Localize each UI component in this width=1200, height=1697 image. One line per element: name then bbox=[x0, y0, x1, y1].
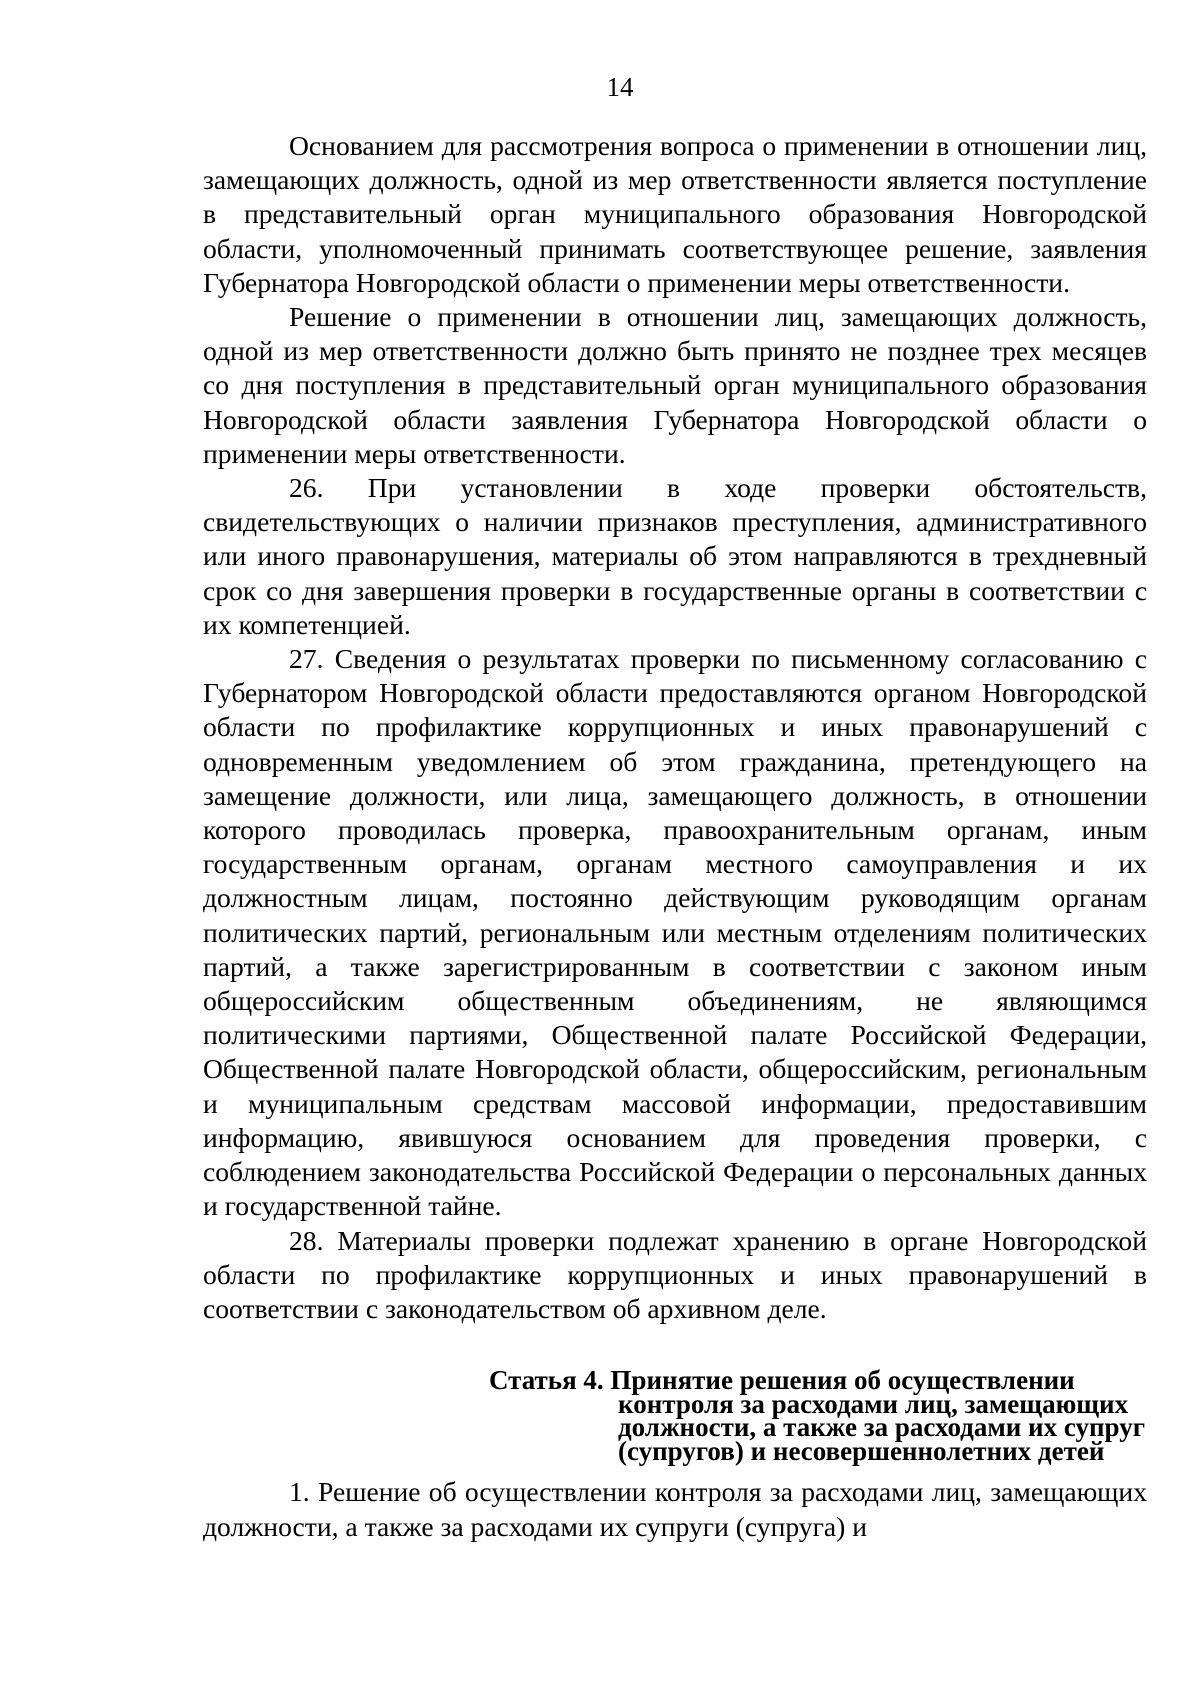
paragraph-item-27: 27. Сведения о результатах проверки по письменному согласованию с Губернатором Новгородской области предоставляются органом Новгородской области по профилактике коррупционных и иных правонарушений с одновременным уведомлением об этом гражданина, претендующего на замещение должности, или лица, замещающего должность, в отношении которого проводилась проверка, правоохранительным органам, иным государственным органам, органам местного самоуправления и их должностным лицам, постоянно действующим руководящим органам политических партий, региональным или местным отделениям политических партий, а также зарегистрированным в соответствии с законом иным общероссийским общественным объединениям, не являющимся политическими партиями, Общественной палате Российской Федерации, Общественной палате Новгородской области, общероссийским, региональным и муниципальным средствам массовой информации, предоставившим информацию, явившуюся основанием для проведения проверки, с соблюдением законодательства Российской Федерации о персональных данных и государственной тайне. bbox=[203, 643, 1147, 1222]
paragraph-decision-deadline: Решение о применении в отношении лиц, замещающих должность, одной из мер ответственности должно быть принято не позднее трех месяцев со дня поступления в представительный орган муниципального образования Новгородской области заявления Губернатора Новгородской области о применении меры ответственности. bbox=[203, 301, 1147, 469]
paragraph-item-26: 26. При установлении в ходе проверки обстоятельств, свидетельствующих о наличии признаков преступления, административного или иного правонарушения, материалы об этом направляются в трехдневный срок со дня завершения проверки в государственные органы в соответствии с их компетенцией. bbox=[203, 472, 1147, 640]
paragraph-grounds-for-consideration: Основанием для рассмотрения вопроса о применении в отношении лиц, замещающих должность, одной из мер ответственности является поступление в представительный орган муниципального образования Новгородской области, уполномоченный принимать соответствующее решение, заявления Губернатора Новгородской области о применении меры ответственности. bbox=[203, 130, 1147, 298]
document-body bbox=[203, 129, 1147, 1544]
article-4-heading: Статья 4. Принятие решения об осуществлении контроля за расходами лиц, замещающих должности, а также за расходами их супруг (супругов) и несовершеннолетних детей bbox=[489, 1365, 1145, 1466]
paragraph-item-28: 28. Материалы проверки подлежат хранению в органе Новгородской области по профилактике коррупционных и иных правонарушений в соответствии с законодательством об архивном деле. bbox=[203, 1224, 1147, 1324]
paragraph-article-4-item-1: 1. Решение об осуществлении контроля за расходами лиц, замещающих должности, а также за расходами их супруги (супруга) и bbox=[203, 1476, 1147, 1542]
page-number: 14 bbox=[606, 72, 634, 102]
